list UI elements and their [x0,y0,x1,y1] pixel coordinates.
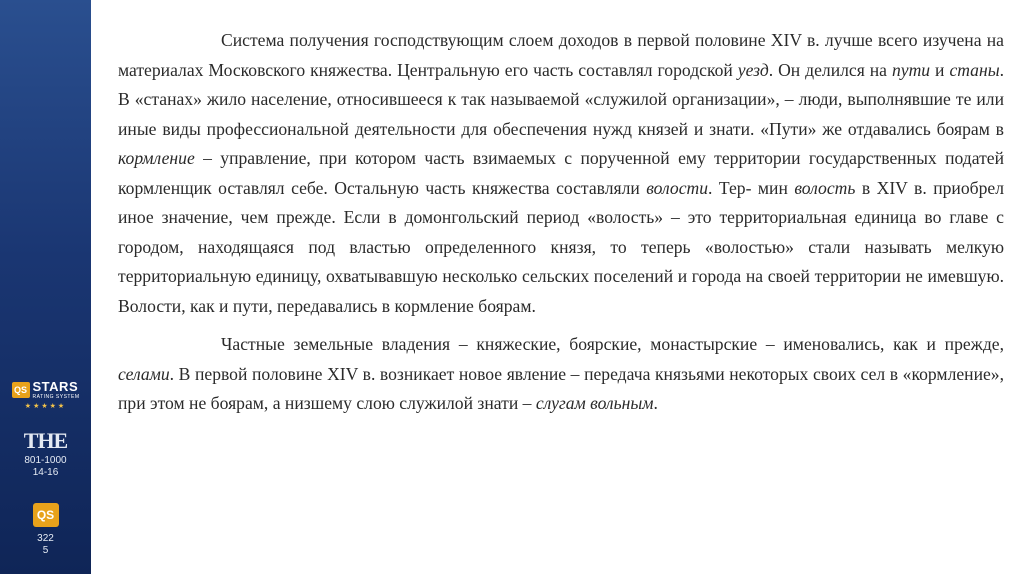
text-run: и [930,59,950,80]
stars-header [12,380,80,400]
term-volost: волость [794,177,856,198]
term-slugi-volnye: слугам вольным [535,393,654,413]
stars-subtitle: RATING SYSTEM [32,394,80,400]
paragraph-2 [118,330,1004,419]
text-run: . Тер- мин [708,177,795,198]
qs-logo-icon: QS [33,503,59,527]
qs-stars-badge [0,380,91,410]
term-puti: пути [891,59,931,80]
text-run: в XIV в. приобрел иное значение, чем прежде. Если в домонгольский период «волость» – это территориальная единица во главе с городом, находящаяся под властью определенного князя, то теперь «волостью» стали называть мелкую территориальную единицу, охватывавшую несколько сельских поселений и города на своей территории не имевшую. Волости, как и пути, передавались в кормление боярам. [118,177,1004,316]
term-uezd: уезд [737,59,769,80]
the-rank-line2: 14-16 [32,467,59,478]
the-rank-line1: 801-1000 [24,455,67,466]
text-run: . В «станах» жило население, относившееся к так называемой «служилой организации», – люди, выполнявшие те или иные виды профессиональной деятельности для обеспечения нужд князей и знати. «Пути» же отдавались боярам в [118,59,1005,139]
text-run: . В первой половине XIV в. возникает новое явление – передача князьями некоторых своих сел в «кормление», при этом не боярам, а низшему слою служилой знати – [118,363,1004,413]
qs-rank-line1: 322 [37,533,54,544]
stars-title: STARS [32,379,79,394]
qs-rank-line2: 5 [42,545,49,556]
term-kormlenie: кормление [118,148,195,168]
left-sidebar [0,0,91,574]
paragraph-1 [118,26,1004,321]
the-ranking-badge [0,430,91,479]
term-stany: станы [949,59,1000,80]
term-sela: селами [118,363,170,384]
text-run: Частные земельные владения – княжеские, боярские, монастырские – именовались, как и прежде, [221,334,1004,354]
text-run: – управление, при котором часть взимаемых с порученной ему территории государственных податей кормленщик оставлял себе. Остальную часть княжества составляли [118,148,1004,198]
qs-ranking-badge [0,503,91,557]
star-rating-icons: ★★★★★ [24,403,67,410]
document-body [118,26,1004,419]
qs-logo-icon: QS [12,382,30,398]
term-volosti: волости [646,177,709,198]
text-run: . [653,393,658,413]
text-run: . Он делился на [768,59,892,80]
the-logo-icon: THE [23,428,68,453]
text-run: Система получения господствующим слоем доходов в первой половине XIV в. лучше всего изучена на материалах Московского княжества. Центральную его часть составлял городской [118,30,1004,80]
